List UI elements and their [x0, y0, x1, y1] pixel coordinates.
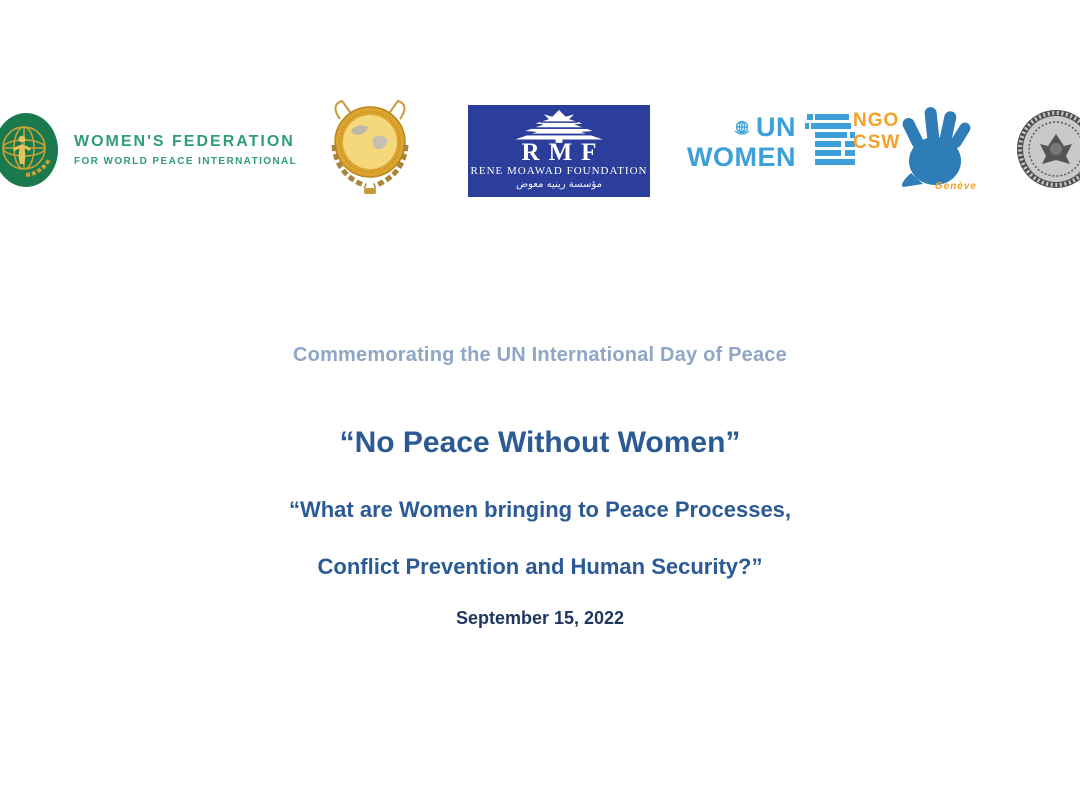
ngo-csw-logo — [853, 107, 979, 193]
round-seal-logo — [1016, 108, 1080, 190]
un-women-women-text: WOMEN — [687, 142, 796, 172]
csw-text: CSW — [853, 131, 901, 153]
wfwpi-name-text: WOMEN'S FEDERATION — [74, 133, 295, 150]
event-kicker: Commemorating the UN International Day of Peace — [293, 344, 787, 366]
event-date: September 15, 2022 — [455, 608, 625, 628]
ngo-csw-wordmark — [853, 110, 900, 154]
un-women-logo — [687, 114, 859, 171]
gold-globe-emblem-icon — [322, 97, 418, 198]
un-women-flag-icon — [805, 114, 859, 168]
wfwpi-wordmark — [74, 133, 297, 167]
event-subtitle-line2: Conflict Prevention and Human Security?” — [317, 554, 763, 579]
un-women-top-row — [687, 114, 796, 141]
wfwpi-subname-text: FOR WORLD PEACE INTERNATIONAL — [74, 156, 298, 167]
rmf-name-text: RENE MOAWAD FOUNDATION — [470, 165, 648, 177]
wfwpi-globe-icon — [0, 112, 60, 188]
hand-icon — [899, 107, 973, 187]
rmf-abbr-text: RMF — [521, 139, 606, 166]
wfwpi-logo — [0, 112, 297, 188]
un-emblem-icon — [732, 118, 752, 138]
event-title: “No Peace Without Women” — [339, 426, 741, 459]
rmf-logo — [468, 105, 650, 197]
ngo-text: NGO — [853, 110, 900, 131]
un-women-un-text: UN — [755, 112, 796, 142]
event-subtitle-line1: “What are Women bringing to Peace Processes, — [288, 497, 792, 522]
un-women-wordmark — [687, 114, 796, 171]
geneve-text: Genève — [934, 181, 977, 192]
rmf-arabic-name-text: مؤسسة رينيه معوض — [516, 178, 602, 190]
